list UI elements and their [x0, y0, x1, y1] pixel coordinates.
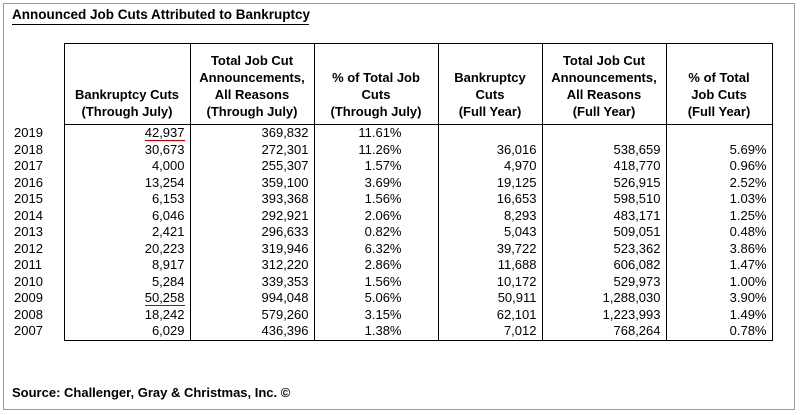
value-cell: 339,353 — [190, 274, 314, 291]
value-cell: 30,673 — [64, 142, 190, 159]
table-title: Announced Job Cuts Attributed to Bankruptcy — [12, 7, 310, 22]
total-job-cuts-full-year-header: Total Job Cut Announcements, All Reasons (Full Year) — [542, 44, 666, 125]
year-cell: 2017 — [12, 158, 64, 175]
table-row — [12, 191, 772, 208]
value-cell: 1.38% — [314, 323, 438, 340]
value-cell: 0.96% — [666, 158, 772, 175]
bankruptcy-cuts-full-year-header: Bankruptcy Cuts (Full Year) — [438, 44, 542, 125]
value-cell: 39,722 — [438, 241, 542, 258]
value-cell: 3.69% — [314, 175, 438, 192]
value-cell: 359,100 — [190, 175, 314, 192]
value-cell: 4,000 — [64, 158, 190, 175]
value-cell: 538,659 — [542, 142, 666, 159]
value-cell: 5.69% — [666, 142, 772, 159]
value-cell: 7,012 — [438, 323, 542, 340]
value-cell: 436,396 — [190, 323, 314, 340]
highlighted-value-cell — [64, 125, 190, 142]
value-cell: 2,421 — [64, 224, 190, 241]
value-cell: 0.82% — [314, 224, 438, 241]
value-cell: 0.48% — [666, 224, 772, 241]
year-cell: 2015 — [12, 191, 64, 208]
year-cell: 2008 — [12, 307, 64, 324]
table-row — [12, 323, 772, 340]
value-cell: 5,284 — [64, 274, 190, 291]
value-cell: 418,770 — [542, 158, 666, 175]
year-header — [12, 44, 64, 125]
table-row — [12, 158, 772, 175]
value-cell: 13,254 — [64, 175, 190, 192]
value-cell: 6,153 — [64, 191, 190, 208]
value-cell: 20,223 — [64, 241, 190, 258]
value-cell: 369,832 — [190, 125, 314, 142]
red-underline-mark: 50,258 — [144, 290, 185, 305]
bankruptcy-cuts-through-july-header: Bankruptcy Cuts (Through July) — [64, 44, 190, 125]
value-cell: 1.56% — [314, 191, 438, 208]
value-cell: 1.49% — [666, 307, 772, 324]
value-cell: 292,921 — [190, 208, 314, 225]
year-cell: 2011 — [12, 257, 64, 274]
value-cell: 0.78% — [666, 323, 772, 340]
value-cell: 1.57% — [314, 158, 438, 175]
value-cell: 483,171 — [542, 208, 666, 225]
table-row — [12, 208, 772, 225]
value-cell: 3.86% — [666, 241, 772, 258]
value-cell: 6,029 — [64, 323, 190, 340]
value-cell: 8,293 — [438, 208, 542, 225]
value-cell: 11.61% — [314, 125, 438, 142]
table-row — [12, 290, 772, 307]
total-job-cuts-through-july-header: Total Job Cut Announcements, All Reasons (Through July) — [190, 44, 314, 125]
value-cell: 16,653 — [438, 191, 542, 208]
value-cell: 312,220 — [190, 257, 314, 274]
job-cuts-table — [12, 43, 773, 341]
value-cell: 6.32% — [314, 241, 438, 258]
value-cell: 1,223,993 — [542, 307, 666, 324]
value-cell — [666, 125, 772, 142]
table-row — [12, 224, 772, 241]
value-cell: 36,016 — [438, 142, 542, 159]
table-row — [12, 307, 772, 324]
value-cell: 5.06% — [314, 290, 438, 307]
year-cell: 2019 — [12, 125, 64, 142]
value-cell: 1.56% — [314, 274, 438, 291]
value-cell: 509,051 — [542, 224, 666, 241]
table-row — [12, 142, 772, 159]
value-cell: 272,301 — [190, 142, 314, 159]
table-row — [12, 257, 772, 274]
pct-full-year-header: % of Total Job Cuts (Full Year) — [666, 44, 772, 125]
year-cell: 2009 — [12, 290, 64, 307]
value-cell: 598,510 — [542, 191, 666, 208]
header-row — [12, 44, 772, 125]
value-cell: 6,046 — [64, 208, 190, 225]
value-cell: 768,264 — [542, 323, 666, 340]
table-row — [12, 274, 772, 291]
value-cell: 319,946 — [190, 241, 314, 258]
value-cell: 2.86% — [314, 257, 438, 274]
value-cell: 529,973 — [542, 274, 666, 291]
year-cell: 2016 — [12, 175, 64, 192]
value-cell: 523,362 — [542, 241, 666, 258]
table-body — [12, 125, 772, 341]
value-cell: 2.52% — [666, 175, 772, 192]
value-cell: 3.90% — [666, 290, 772, 307]
title-underline — [12, 24, 309, 25]
value-cell: 1.03% — [666, 191, 772, 208]
value-cell — [438, 125, 542, 142]
value-cell: 50,911 — [438, 290, 542, 307]
value-cell: 2.06% — [314, 208, 438, 225]
year-cell: 2018 — [12, 142, 64, 159]
value-cell: 1.25% — [666, 208, 772, 225]
value-cell: 62,101 — [438, 307, 542, 324]
value-cell: 8,917 — [64, 257, 190, 274]
red-underline-mark: 42,937 — [144, 125, 185, 140]
value-cell: 255,307 — [190, 158, 314, 175]
year-cell: 2007 — [12, 323, 64, 340]
year-cell: 2012 — [12, 241, 64, 258]
value-cell: 526,915 — [542, 175, 666, 192]
table-row — [12, 175, 772, 192]
value-cell: 1.00% — [666, 274, 772, 291]
value-cell: 10,172 — [438, 274, 542, 291]
highlighted-value-cell — [64, 290, 190, 307]
value-cell: 4,970 — [438, 158, 542, 175]
value-cell: 3.15% — [314, 307, 438, 324]
value-cell: 1,288,030 — [542, 290, 666, 307]
value-cell: 1.47% — [666, 257, 772, 274]
table-row — [12, 125, 772, 142]
value-cell: 11.26% — [314, 142, 438, 159]
value-cell: 994,048 — [190, 290, 314, 307]
year-cell: 2010 — [12, 274, 64, 291]
source-note: Source: Challenger, Gray & Christmas, Inc. © — [12, 385, 291, 400]
value-cell: 11,688 — [438, 257, 542, 274]
table-row — [12, 241, 772, 258]
value-cell — [542, 125, 666, 142]
pct-through-july-header: % of Total Job Cuts (Through July) — [314, 44, 438, 125]
year-cell: 2014 — [12, 208, 64, 225]
value-cell: 5,043 — [438, 224, 542, 241]
value-cell: 579,260 — [190, 307, 314, 324]
value-cell: 606,082 — [542, 257, 666, 274]
value-cell: 393,368 — [190, 191, 314, 208]
value-cell: 18,242 — [64, 307, 190, 324]
value-cell: 296,633 — [190, 224, 314, 241]
value-cell: 19,125 — [438, 175, 542, 192]
year-cell: 2013 — [12, 224, 64, 241]
